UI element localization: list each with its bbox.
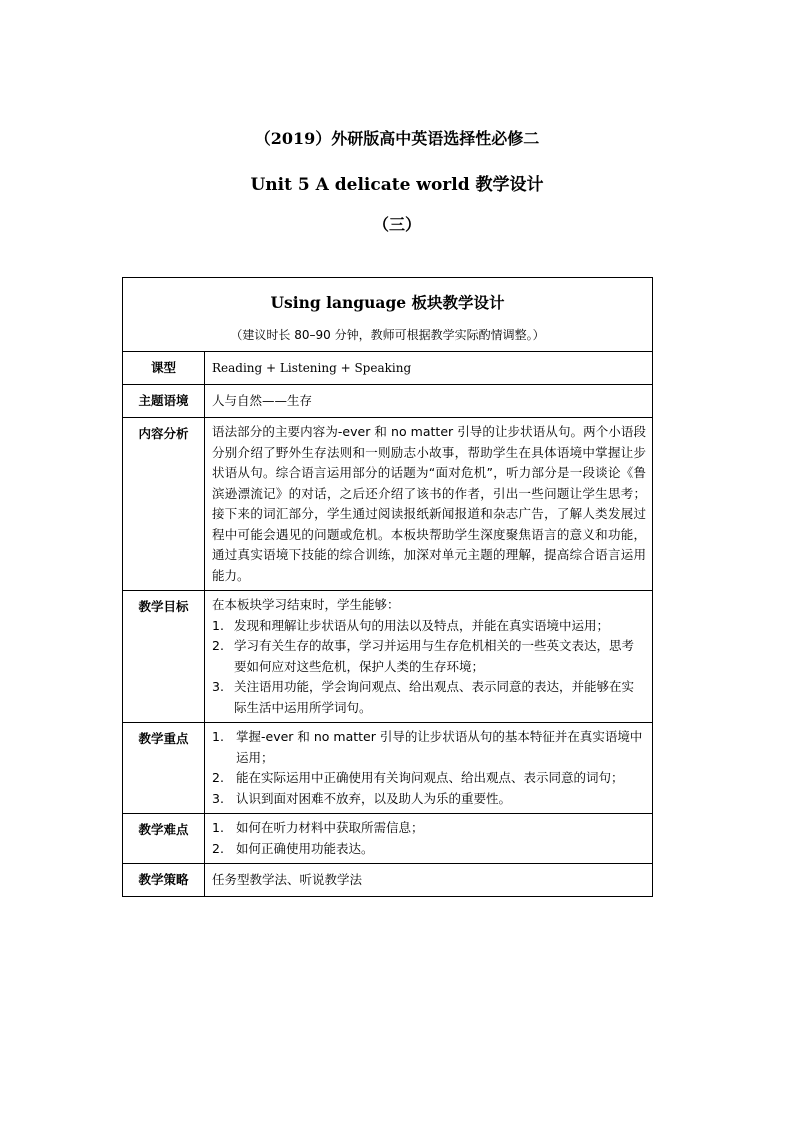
- document-title: （2019）外研版高中英语选择性必修二: [254, 129, 540, 148]
- list-item-text: 学习有关生存的故事，学习并运用与生存危机相关的一些英文表达，思考要如何应对这些危机，保护人类的生存环境；: [234, 638, 635, 674]
- list-item-text: 能在实际运用中正确使用有关询问观点、给出观点、表示同意的词句；: [236, 770, 624, 785]
- list-number: 1.: [212, 820, 224, 835]
- table-row: [123, 864, 653, 897]
- list-number: 1.: [212, 617, 224, 633]
- list-item: [212, 727, 646, 768]
- row-label-key-points: 教学重点: [123, 723, 205, 814]
- list-item-text: 如何正确使用功能表达。: [236, 840, 374, 856]
- table-row: [123, 352, 653, 385]
- list-item: [212, 818, 646, 839]
- table-row: [123, 591, 653, 723]
- row-label-theme: 主题语境: [123, 385, 205, 418]
- table-row: [123, 385, 653, 418]
- list-item-text: 认识到面对困难不放弃，以及助人为乐的重要性。: [236, 790, 512, 806]
- list-item: [212, 839, 646, 860]
- list-item: [212, 636, 646, 677]
- list-number: 2.: [212, 840, 224, 856]
- row-value-objectives: [205, 591, 653, 723]
- key-points-list: [212, 727, 646, 809]
- row-label-objectives: 教学目标: [123, 591, 205, 723]
- table-row: [123, 723, 653, 814]
- list-item: [212, 677, 646, 718]
- row-value-strategy: 任务型教学法、听说教学法: [205, 864, 653, 897]
- list-item-text: 发现和理解让步状语从句的用法以及特点，并能在真实语境中运用；: [234, 617, 610, 633]
- row-label-course-type: 课型: [123, 352, 205, 385]
- list-number: 3.: [212, 790, 224, 806]
- row-value-content: 语法部分的主要内容为-ever 和 no matter 引导的让步状语从句。两个小语段分别介绍了野外生存法则和一则励志小故事，帮助学生在具体语境中掌握让步状语从句。综合语言运用部分的话题为“面对危机”，听力部分是一段谈论《鲁滨逊漂流记》的对话，之后还介绍了该书的作者，引出一些问题让学生思考；接下来的词汇部分，学生通过阅读报纸新闻报道和杂志广告，了解人类发展过程中可能会遇见的问题或危机。本板块帮助学生深度聚焦语言的意义和功能，通过真实语境下技能的综合训练，加深对单元主题的理解，提高综合语言运用能力。: [205, 418, 653, 591]
- row-value-course-type: [205, 352, 653, 385]
- table-note: （建议时长 80–90 分钟，教师可根据教学实际酌情调整。）: [230, 328, 545, 342]
- list-number: 2.: [212, 770, 224, 785]
- row-label-content: 内容分析: [123, 418, 205, 591]
- list-item-text: 如何在听力材料中获取所需信息；: [236, 820, 424, 835]
- row-value-key-points: [205, 723, 653, 814]
- row-label-difficulties: 教学难点: [123, 814, 205, 864]
- list-item: [212, 768, 646, 789]
- table-row: [123, 418, 653, 591]
- table-header-cell: [123, 278, 653, 352]
- list-number: 2.: [212, 638, 224, 653]
- lesson-plan-table: [122, 277, 653, 897]
- row-value-difficulties: [205, 814, 653, 864]
- table-title: Using language 板块教学设计: [270, 293, 505, 312]
- objectives-list: [212, 616, 646, 719]
- list-item-text: 掌握-ever 和 no matter 引导的让步状语从句的基本特征并在真实语境中运用；: [236, 729, 643, 765]
- list-item-text: 关注语用功能，学会询问观点、给出观点、表示同意的表达，并能够在实际生活中运用所学词句。: [234, 679, 635, 715]
- row-value-theme: 人与自然——生存: [205, 385, 653, 418]
- list-number: 1.: [212, 729, 224, 744]
- course-type-text: Reading + Listening + Speaking: [212, 361, 412, 375]
- objectives-intro: 在本板块学习结束时，学生能够：: [212, 597, 400, 612]
- table-header-row: [123, 278, 653, 352]
- list-number: 3.: [212, 679, 224, 694]
- difficulties-list: [212, 818, 646, 859]
- list-item: [212, 616, 646, 637]
- document-subtitle: Unit 5 A delicate world 教学设计: [250, 175, 544, 195]
- document-part-number: （三）: [372, 215, 421, 234]
- table-row: [123, 814, 653, 864]
- list-item: [212, 789, 646, 810]
- row-label-strategy: 教学策略: [123, 864, 205, 897]
